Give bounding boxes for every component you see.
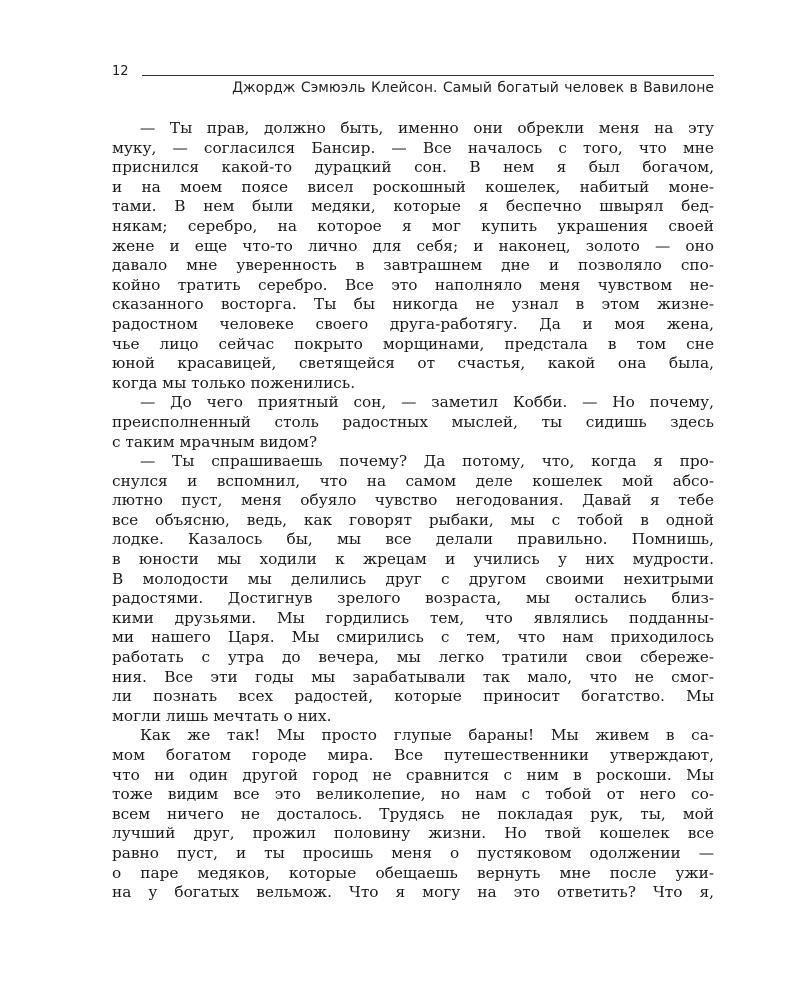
text-line: жене и еще что-то лично для себя; и наконец, золото — оно <box>112 236 714 255</box>
text-line: когда мы только поженились. <box>112 373 356 392</box>
text-line: что ни один другой город не сравнится с ним в роскоши. Мы <box>112 765 714 784</box>
text-line: сказанного восторга. Ты бы никогда не узнал в этом жизне- <box>112 295 714 314</box>
page-header <box>112 64 714 104</box>
text-line: мом богатом городе мира. Все путешественники утверждают, <box>112 746 714 764</box>
text-line: о паре медяков, которые обещаешь вернуть мне после ужи- <box>112 863 714 882</box>
text-line: радостном человеке своего друга-работягу. Да и моя жена, <box>112 314 714 333</box>
text-line: ли познать всех радостей, которые приносит богатство. Мы <box>112 687 714 706</box>
text-line: Как же так! Мы просто глупые бараны! Мы живем в са- <box>140 726 714 745</box>
text-line: — Ты спрашиваешь почему? Да потому, что, когда я про- <box>140 452 714 471</box>
text-line: снулся и вспомнил, что на самом деле кошелек мой абсо- <box>112 471 714 490</box>
text-line: муку, — согласился Бансир. — Все началось с того, что мне <box>112 138 714 157</box>
text-line: — До чего приятный сон, — заметил Кобби. — Но почему, <box>140 393 714 412</box>
text-line: равно пуст, и ты просишь меня о пустяковом одолжении — <box>112 843 714 862</box>
running-head: Джордж Сэмюэль Клейсон. Самый богатый человек в Вавилоне <box>232 80 714 96</box>
text-line: с таким мрачным видом? <box>112 432 318 451</box>
text-line: лодке. Казалось бы, мы все делали правильно. Помнишь, <box>112 530 714 549</box>
text-line: тами. В нем были медяки, которые я беспечно швырял бед- <box>112 197 714 216</box>
text-line: все объясню, ведь, как говорят рыбаки, мы с тобой в одной <box>112 510 714 529</box>
text-line: всем ничего не досталось. Трудясь не покладая рук, ты, мой <box>112 804 714 823</box>
text-line: лютно пуст, меня обуяло чувство негодования. Давай я тебе <box>112 491 714 510</box>
text-line: могли лишь мечтать о них. <box>112 706 332 725</box>
text-line: ния. Все эти годы мы зарабатывали так мало, что не смог- <box>112 667 714 686</box>
body-text <box>112 119 714 903</box>
text-line: давало мне уверенность в завтрашнем дне и позволяло спо- <box>112 256 714 275</box>
text-line: юной красавицей, светящейся от счастья, какой она была, <box>112 354 714 373</box>
text-line: на у богатых вельмож. Что я могу на это ответить? Что я, <box>112 883 714 902</box>
text-line: чье лицо сейчас покрыто морщинами, предстала в том сне <box>112 334 714 353</box>
text-line: — Ты прав, должно быть, именно они обрекли меня на эту <box>140 119 714 137</box>
text-line: радостями. Достигнув зрелого возраста, мы остались близ- <box>112 589 714 608</box>
text-line: лучший друг, прожил половину жизни. Но твой кошелек все <box>112 824 714 843</box>
text-line: работать с утра до вечера, мы легко тратили свои сбереже- <box>112 648 714 667</box>
text-line: В молодости мы делились друг с другом своими нехитрыми <box>112 569 714 588</box>
text-line: ми нашего Царя. Мы смирились с тем, что нам приходилось <box>112 628 714 647</box>
text-line: някам; серебро, на которое я мог купить украшения своей <box>112 216 714 235</box>
text-line: в юности мы ходили к жрецам и учились у них мудрости. <box>112 550 714 569</box>
text-line: приснился какой-то дурацкий сон. В нем я был богачом, <box>112 158 714 177</box>
page-number: 12 <box>112 64 129 79</box>
header-rule <box>142 75 714 76</box>
text-line: и на моем поясе висел роскошный кошелек, набитый моне- <box>112 177 714 196</box>
text-line: кими друзьями. Мы гордились тем, что являлись подданны- <box>112 608 714 627</box>
text-line: тоже видим все это великолепие, но нам с тобой от него со- <box>112 785 714 804</box>
text-line: койно тратить серебро. Все это наполняло меня чувством не- <box>112 275 714 294</box>
text-line: преисполненный столь радостных мыслей, ты сидишь здесь <box>112 412 714 431</box>
